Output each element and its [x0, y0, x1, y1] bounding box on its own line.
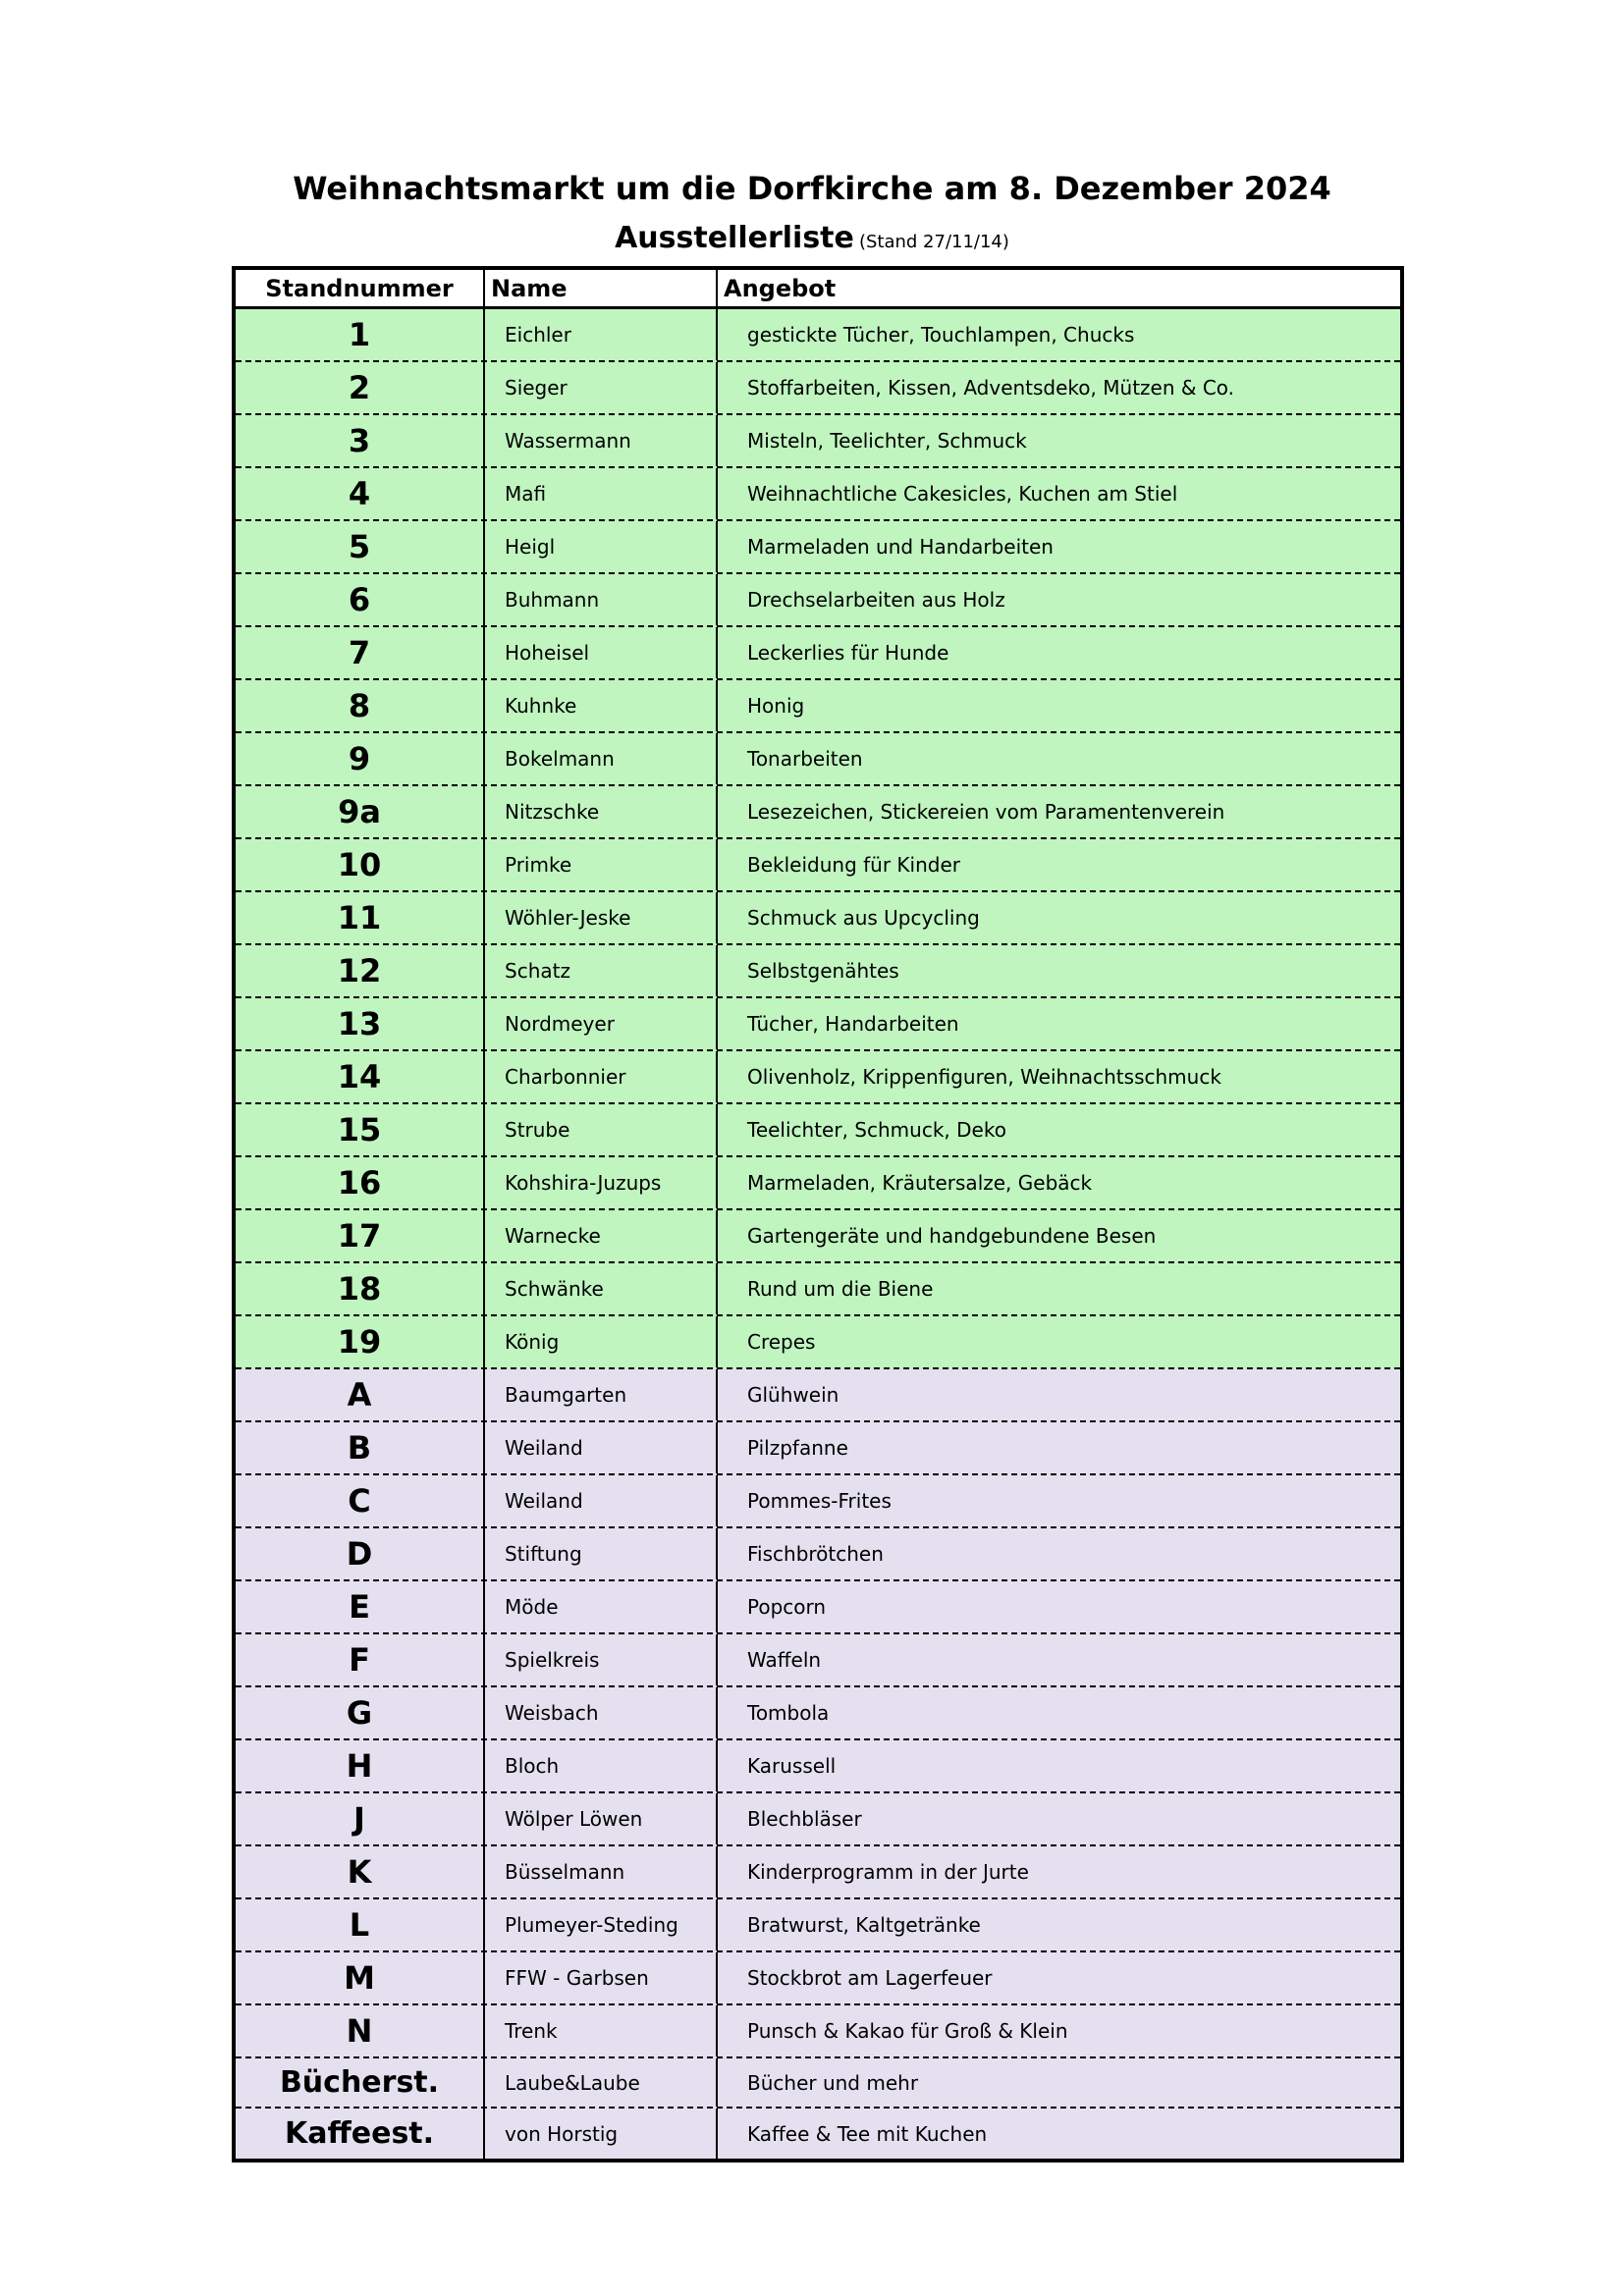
exhibitor-name: Weiland	[485, 1422, 718, 1473]
table-row	[236, 574, 1400, 627]
table-row	[236, 1422, 1400, 1475]
exhibitor-name: König	[485, 1316, 718, 1367]
stand-number: 19	[236, 1316, 485, 1367]
header-name: Name	[485, 270, 718, 306]
exhibitor-name: Möde	[485, 1581, 718, 1632]
table-row	[236, 468, 1400, 521]
stand-number: E	[236, 1581, 485, 1632]
table-header-row	[236, 270, 1400, 309]
table-row	[236, 2058, 1400, 2109]
document-title: Weihnachtsmarkt um die Dorfkirche am 8. Dezember 2024	[293, 170, 1331, 207]
exhibitor-name: Strube	[485, 1104, 718, 1155]
exhibitor-offer: Glühwein	[747, 1383, 839, 1407]
exhibitor-name: Schatz	[485, 945, 718, 996]
stand-number: F	[236, 1634, 485, 1685]
table-row	[236, 892, 1400, 945]
table-row	[236, 1475, 1400, 1528]
stand-number: 6	[236, 574, 485, 625]
stand-number: 12	[236, 945, 485, 996]
stand-number: 4	[236, 468, 485, 519]
exhibitor-offer: Tombola	[747, 1701, 830, 1725]
stand-number: 15	[236, 1104, 485, 1155]
stand-number: 16	[236, 1157, 485, 1208]
table-row	[236, 309, 1400, 362]
table-row	[236, 627, 1400, 680]
exhibitor-name: Laube&Laube	[485, 2058, 718, 2107]
exhibitor-name: Heigl	[485, 521, 718, 572]
exhibitor-offer: Pommes-Frites	[747, 1489, 892, 1513]
exhibitor-name: Weiland	[485, 1475, 718, 1526]
exhibitor-name: Nitzschke	[485, 786, 718, 837]
exhibitor-name: Charbonnier	[485, 1051, 718, 1102]
exhibitor-name: Kuhnke	[485, 680, 718, 731]
table-row	[236, 521, 1400, 574]
stand-number: 9	[236, 733, 485, 784]
table-row	[236, 1793, 1400, 1846]
table-row	[236, 1369, 1400, 1422]
exhibitor-offer: Rund um die Biene	[747, 1277, 934, 1301]
table-row	[236, 1104, 1400, 1157]
table-row	[236, 1263, 1400, 1316]
stand-number: B	[236, 1422, 485, 1473]
exhibitor-offer: Drechselarbeiten aus Holz	[747, 588, 1005, 612]
exhibitor-name: Wassermann	[485, 415, 718, 466]
exhibitor-name: Hoheisel	[485, 627, 718, 678]
table-row	[236, 1740, 1400, 1793]
table-row	[236, 945, 1400, 998]
stand-number: Bücherst.	[236, 2058, 485, 2107]
exhibitor-offer: Pilzpfanne	[747, 1436, 848, 1460]
exhibitor-offer: Blechbläser	[747, 1807, 862, 1831]
stand-number: 5	[236, 521, 485, 572]
exhibitor-offer: Olivenholz, Krippenfiguren, Weihnachtsschmuck	[747, 1065, 1221, 1089]
exhibitor-offer: Marmeladen und Handarbeiten	[747, 535, 1054, 559]
exhibitor-offer: Teelichter, Schmuck, Deko	[747, 1118, 1006, 1142]
table-row	[236, 1316, 1400, 1369]
stand-number: 2	[236, 362, 485, 413]
exhibitor-offer: Marmeladen, Kräutersalze, Gebäck	[747, 1171, 1093, 1195]
exhibitor-name: Plumeyer-Steding	[485, 1899, 718, 1950]
exhibitor-name: Mafi	[485, 468, 718, 519]
exhibitor-offer: Bücher und mehr	[747, 2070, 919, 2095]
table-row	[236, 839, 1400, 892]
exhibitor-offer: Stockbrot am Lagerfeuer	[747, 1966, 993, 1990]
stand-number: M	[236, 1952, 485, 2003]
stand-number: 1	[236, 309, 485, 360]
exhibitor-name: Nordmeyer	[485, 998, 718, 1049]
exhibitor-offer: Bekleidung für Kinder	[747, 853, 960, 877]
exhibitor-offer: Leckerlies für Hunde	[747, 641, 949, 665]
exhibitor-offer: Selbstgenähtes	[747, 959, 899, 983]
table-row	[236, 2005, 1400, 2058]
exhibitor-name: Stiftung	[485, 1528, 718, 1579]
stand-number: 7	[236, 627, 485, 678]
exhibitor-offer: Punsch & Kakao für Groß & Klein	[747, 2019, 1068, 2043]
table-row	[236, 415, 1400, 468]
exhibitor-offer: Schmuck aus Upcycling	[747, 906, 980, 930]
stand-number: A	[236, 1369, 485, 1420]
exhibitor-offer: Gartengeräte und handgebundene Besen	[747, 1224, 1157, 1248]
stand-number: 10	[236, 839, 485, 890]
stand-number: 9a	[236, 786, 485, 837]
exhibitor-name: Weisbach	[485, 1687, 718, 1738]
stand-number: Kaffeest.	[236, 2109, 485, 2159]
table-row	[236, 362, 1400, 415]
exhibitor-offer: Tücher, Handarbeiten	[747, 1012, 959, 1036]
table-row	[236, 1157, 1400, 1210]
table-row	[236, 1634, 1400, 1687]
table-row	[236, 1846, 1400, 1899]
exhibitor-offer: Fischbrötchen	[747, 1542, 884, 1566]
exhibitor-table	[232, 266, 1404, 2163]
exhibitor-name: Wölper Löwen	[485, 1793, 718, 1844]
table-row	[236, 998, 1400, 1051]
stand-number: 8	[236, 680, 485, 731]
exhibitor-offer: Popcorn	[747, 1595, 827, 1619]
exhibitor-offer: Karussell	[747, 1754, 837, 1778]
table-row	[236, 1210, 1400, 1263]
exhibitor-offer: gestickte Tücher, Touchlampen, Chucks	[747, 323, 1135, 347]
stand-number: 18	[236, 1263, 485, 1314]
exhibitor-offer: Kinderprogramm in der Jurte	[747, 1860, 1029, 1884]
stand-number: 17	[236, 1210, 485, 1261]
exhibitor-offer: Weihnachtliche Cakesicles, Kuchen am Stiel	[747, 482, 1178, 506]
exhibitor-name: Kohshira-Juzups	[485, 1157, 718, 1208]
table-row	[236, 1051, 1400, 1104]
table-row	[236, 1687, 1400, 1740]
exhibitor-name: Schwänke	[485, 1263, 718, 1314]
exhibitor-name: Wöhler-Jeske	[485, 892, 718, 943]
table-row	[236, 1899, 1400, 1952]
stand-number: 11	[236, 892, 485, 943]
stand-number: 3	[236, 415, 485, 466]
stand-number: K	[236, 1846, 485, 1897]
exhibitor-name: Bloch	[485, 1740, 718, 1791]
stand-number: G	[236, 1687, 485, 1738]
exhibitor-offer: Kaffee & Tee mit Kuchen	[747, 2121, 988, 2146]
stand-number: H	[236, 1740, 485, 1791]
exhibitor-name: Büsselmann	[485, 1846, 718, 1897]
stand-number: N	[236, 2005, 485, 2056]
table-row	[236, 1528, 1400, 1581]
header-angebot: Angebot	[724, 274, 837, 302]
table-row	[236, 786, 1400, 839]
exhibitor-name: Eichler	[485, 309, 718, 360]
exhibitor-name: Spielkreis	[485, 1634, 718, 1685]
exhibitor-name: Sieger	[485, 362, 718, 413]
stand-number: L	[236, 1899, 485, 1950]
exhibitor-name: Warnecke	[485, 1210, 718, 1261]
stand-number: 14	[236, 1051, 485, 1102]
header-standnummer: Standnummer	[236, 270, 485, 306]
exhibitor-name: Buhmann	[485, 574, 718, 625]
document-subtitle	[0, 218, 1624, 263]
table-row	[236, 1952, 1400, 2005]
subtitle-label: Ausstellerliste	[615, 221, 854, 255]
exhibitor-offer: Tonarbeiten	[747, 747, 863, 771]
exhibitor-offer: Crepes	[747, 1330, 816, 1354]
exhibitor-name: von Horstig	[485, 2109, 718, 2159]
stand-number: 13	[236, 998, 485, 1049]
table-row	[236, 2109, 1400, 2159]
exhibitor-offer: Waffeln	[747, 1648, 822, 1672]
stand-number: D	[236, 1528, 485, 1579]
table-row	[236, 1581, 1400, 1634]
exhibitor-name: Bokelmann	[485, 733, 718, 784]
exhibitor-offer: Misteln, Teelichter, Schmuck	[747, 429, 1027, 453]
exhibitor-offer: Bratwurst, Kaltgetränke	[747, 1913, 981, 1937]
exhibitor-name: FFW - Garbsen	[485, 1952, 718, 2003]
stand-note: (Stand 27/11/14)	[858, 232, 1009, 252]
exhibitor-offer: Lesezeichen, Stickereien vom Paramentenverein	[747, 800, 1225, 824]
exhibitor-name: Baumgarten	[485, 1369, 718, 1420]
table-row	[236, 733, 1400, 786]
stand-number: J	[236, 1793, 485, 1844]
exhibitor-offer: Stoffarbeiten, Kissen, Adventsdeko, Mützen & Co.	[747, 376, 1235, 400]
exhibitor-offer: Honig	[747, 694, 805, 718]
table-row	[236, 680, 1400, 733]
exhibitor-name: Trenk	[485, 2005, 718, 2056]
exhibitor-name: Primke	[485, 839, 718, 890]
stand-number: C	[236, 1475, 485, 1526]
